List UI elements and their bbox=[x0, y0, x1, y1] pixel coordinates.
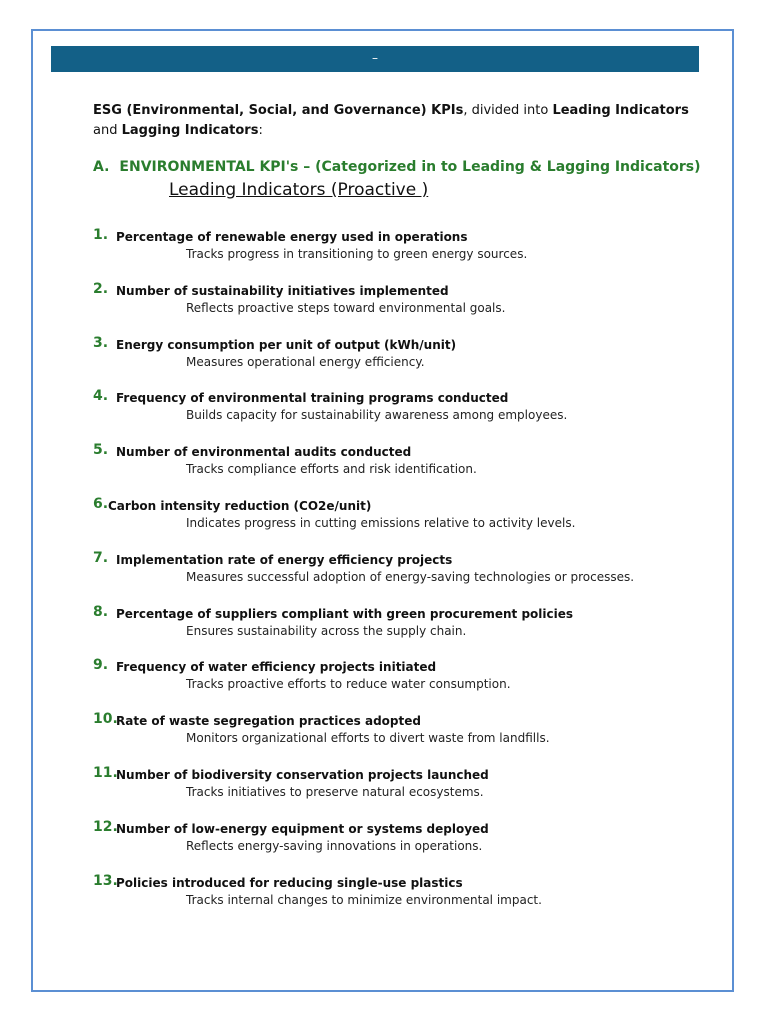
kpi-description: Ensures sustainability across the supply chain. bbox=[186, 623, 467, 638]
intro-leading-indicators: Leading Indicators bbox=[552, 103, 689, 118]
kpi-item bbox=[93, 711, 693, 765]
kpi-item bbox=[93, 227, 693, 281]
kpi-item bbox=[93, 765, 693, 819]
intro-paragraph bbox=[93, 101, 693, 141]
kpi-description: Indicates progress in cutting emissions relative to activity levels. bbox=[186, 515, 576, 530]
kpi-number: 5. bbox=[93, 442, 109, 459]
kpi-title: Number of environmental audits conducted bbox=[116, 445, 412, 460]
kpi-title: Percentage of suppliers compliant with green procurement policies bbox=[116, 606, 574, 621]
kpi-description: Tracks proactive efforts to reduce water consumption. bbox=[186, 677, 511, 692]
kpi-number: 12. bbox=[93, 818, 118, 835]
kpi-title: Policies introduced for reducing single-use plastics bbox=[116, 875, 463, 890]
kpi-description: Tracks initiatives to preserve natural ecosystems. bbox=[186, 784, 484, 799]
kpi-item bbox=[93, 873, 693, 927]
kpi-item bbox=[93, 657, 693, 711]
intro-lagging-indicators: Lagging Indicators bbox=[121, 123, 259, 138]
leading-indicators-heading: Leading Indicators (Proactive ) bbox=[169, 180, 429, 200]
kpi-title: Number of low-energy equipment or systems deployed bbox=[116, 821, 489, 836]
kpi-item bbox=[93, 604, 693, 658]
kpi-item bbox=[93, 550, 693, 604]
kpi-title: Rate of waste segregation practices adopted bbox=[116, 714, 421, 729]
kpi-number: 9. bbox=[93, 657, 109, 674]
kpi-number: 2. bbox=[93, 280, 109, 297]
kpi-title: Frequency of water efficiency projects initiated bbox=[116, 660, 437, 675]
kpi-title: Implementation rate of energy efficiency projects bbox=[116, 552, 453, 567]
intro-colon: : bbox=[258, 123, 263, 138]
kpi-item bbox=[93, 281, 693, 335]
kpi-description: Tracks progress in transitioning to green energy sources. bbox=[186, 247, 528, 261]
kpi-number: 1. bbox=[93, 227, 109, 243]
section-heading bbox=[93, 159, 701, 175]
kpi-description: Measures successful adoption of energy-saving technologies or processes. bbox=[186, 569, 635, 584]
kpi-description: Tracks compliance efforts and risk identification. bbox=[186, 462, 477, 477]
kpi-title: Carbon intensity reduction (CO2e/unit) bbox=[108, 498, 372, 513]
kpi-description: Monitors organizational efforts to divert waste from landfills. bbox=[186, 731, 550, 746]
kpi-description: Tracks internal changes to minimize environmental impact. bbox=[186, 892, 542, 907]
intro-and: and bbox=[93, 123, 122, 138]
kpi-number: 11. bbox=[93, 764, 118, 781]
intro-divided-into: , divided into bbox=[463, 103, 553, 118]
kpi-description: Builds capacity for sustainability awareness among employees. bbox=[186, 408, 568, 423]
intro-esg-kpis: ESG (Environmental, Social, and Governance) KPIs bbox=[93, 103, 464, 118]
kpi-description: Reflects energy-saving innovations in operations. bbox=[186, 838, 483, 853]
header-text: – bbox=[372, 51, 378, 65]
kpi-item bbox=[93, 335, 693, 389]
section-title: ENVIRONMENTAL KPI's – (Categorized in to Leading & Lagging Indicators) bbox=[119, 159, 701, 175]
kpi-description: Measures operational energy efficiency. bbox=[186, 354, 425, 369]
kpi-title: Frequency of environmental training programs conducted bbox=[116, 391, 509, 406]
kpi-item bbox=[93, 496, 693, 550]
header-bar bbox=[51, 46, 699, 72]
kpi-number: 6. bbox=[93, 495, 109, 512]
kpi-number: 10. bbox=[93, 711, 118, 728]
kpi-number: 13. bbox=[93, 872, 118, 889]
kpi-item bbox=[93, 388, 693, 442]
kpi-number: 3. bbox=[93, 334, 109, 351]
kpi-list bbox=[93, 227, 693, 926]
kpi-title: Number of biodiversity conservation projects launched bbox=[116, 767, 489, 782]
kpi-title: Energy consumption per unit of output (kWh/unit) bbox=[116, 337, 457, 352]
kpi-item bbox=[93, 819, 693, 873]
section-letter: A. bbox=[93, 159, 110, 175]
kpi-number: 7. bbox=[93, 549, 109, 566]
kpi-number: 8. bbox=[93, 603, 109, 620]
kpi-number: 4. bbox=[93, 388, 109, 405]
kpi-title: Percentage of renewable energy used in operations bbox=[116, 230, 468, 244]
kpi-item bbox=[93, 442, 693, 496]
kpi-description: Reflects proactive steps toward environmental goals. bbox=[186, 300, 506, 315]
kpi-title: Number of sustainability initiatives implemented bbox=[116, 283, 449, 298]
